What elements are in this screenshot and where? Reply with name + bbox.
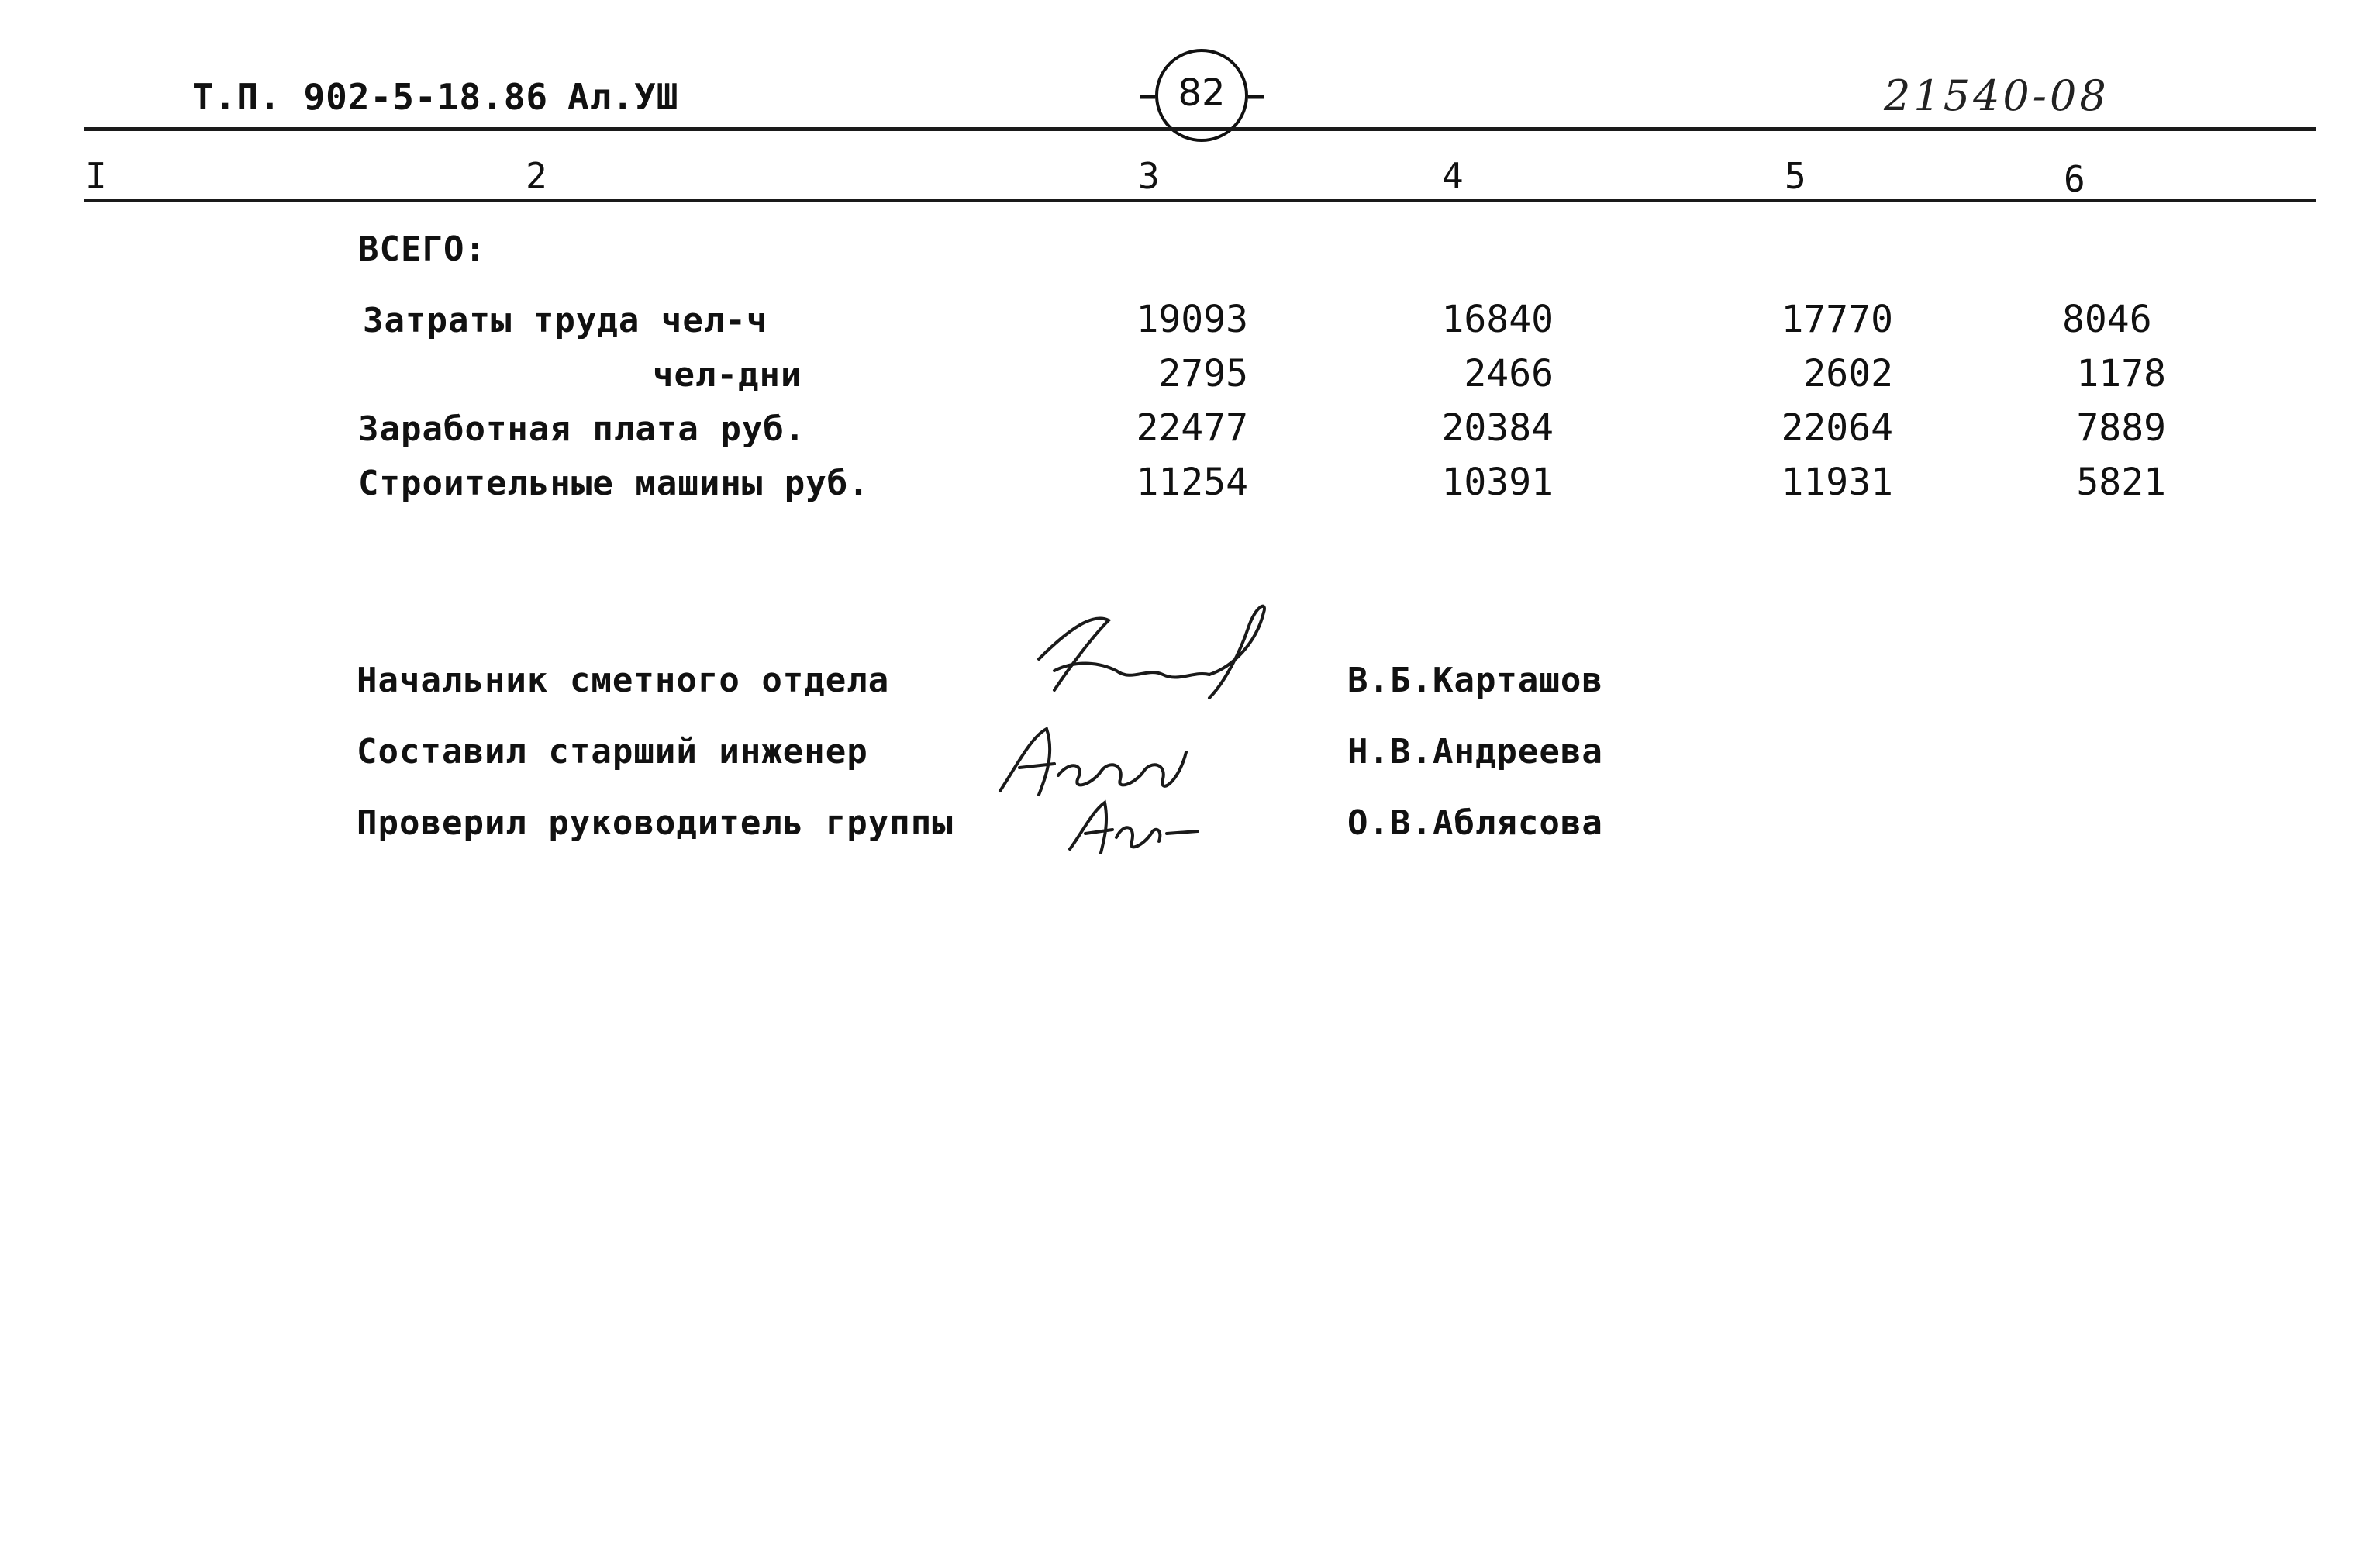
row-value-labor-hours-col6: 8046 bbox=[2062, 298, 2152, 341]
row-label-wages: Заработная плата руб. bbox=[358, 409, 806, 449]
row-value-machines-col3: 11254 bbox=[1136, 461, 1248, 504]
row-value-labor-days-col4: 2466 bbox=[1464, 352, 1554, 395]
row-value-labor-days-col6: 1178 bbox=[2076, 352, 2166, 395]
row-value-labor-hours-col4: 16840 bbox=[1441, 298, 1554, 341]
header-rule bbox=[84, 127, 2316, 131]
section-title: ВСЕГО: bbox=[358, 230, 486, 269]
column-number-4: 4 bbox=[1442, 155, 1464, 197]
column-number-5: 5 bbox=[1785, 155, 1806, 197]
row-value-wages-col3: 22477 bbox=[1136, 406, 1248, 450]
row-value-wages-col6: 7889 bbox=[2076, 406, 2166, 450]
row-value-labor-days-col3: 2795 bbox=[1158, 352, 1248, 395]
signature-checked bbox=[1062, 791, 1202, 861]
signer-role-compiled: Составил старший инженер bbox=[357, 732, 868, 772]
signer-name-checked: О.В.Аблясова bbox=[1347, 803, 1603, 843]
column-number-6: 6 bbox=[2064, 158, 2085, 200]
column-number-1: I bbox=[85, 155, 107, 197]
row-value-labor-hours-col5: 17770 bbox=[1781, 298, 1893, 341]
column-number-3: 3 bbox=[1138, 155, 1160, 197]
row-value-machines-col6: 5821 bbox=[2076, 461, 2166, 504]
signer-role-head: Начальник сметного отдела bbox=[357, 661, 890, 700]
row-label-labor-days: чел-дни bbox=[653, 355, 802, 395]
column-number-2: 2 bbox=[526, 155, 547, 197]
signer-name-compiled: Н.В.Андреева bbox=[1347, 732, 1603, 772]
row-value-machines-col4: 10391 bbox=[1441, 461, 1554, 504]
row-label-machines: Строительные машины руб. bbox=[358, 464, 870, 503]
album-label: Ал.УШ bbox=[567, 76, 679, 118]
row-value-labor-hours-col3: 19093 bbox=[1136, 298, 1248, 341]
signature-head bbox=[1023, 597, 1287, 721]
page-number: 82 bbox=[1178, 71, 1226, 115]
signer-role-checked: Проверил руководитель группы bbox=[357, 803, 954, 843]
row-value-wages-col5: 22064 bbox=[1781, 406, 1893, 450]
column-header-rule bbox=[84, 199, 2316, 202]
row-value-machines-col5: 11931 bbox=[1781, 461, 1893, 504]
row-value-labor-days-col5: 2602 bbox=[1803, 352, 1893, 395]
row-label-labor-hours: Затраты труда чел-ч bbox=[363, 301, 768, 340]
document-code: Т.П. 902-5-18.86 bbox=[192, 76, 549, 118]
inventory-number: 21540-08 bbox=[1884, 71, 2109, 120]
signer-name-head: В.Б.Карташов bbox=[1347, 661, 1603, 700]
row-value-wages-col4: 20384 bbox=[1441, 406, 1554, 450]
